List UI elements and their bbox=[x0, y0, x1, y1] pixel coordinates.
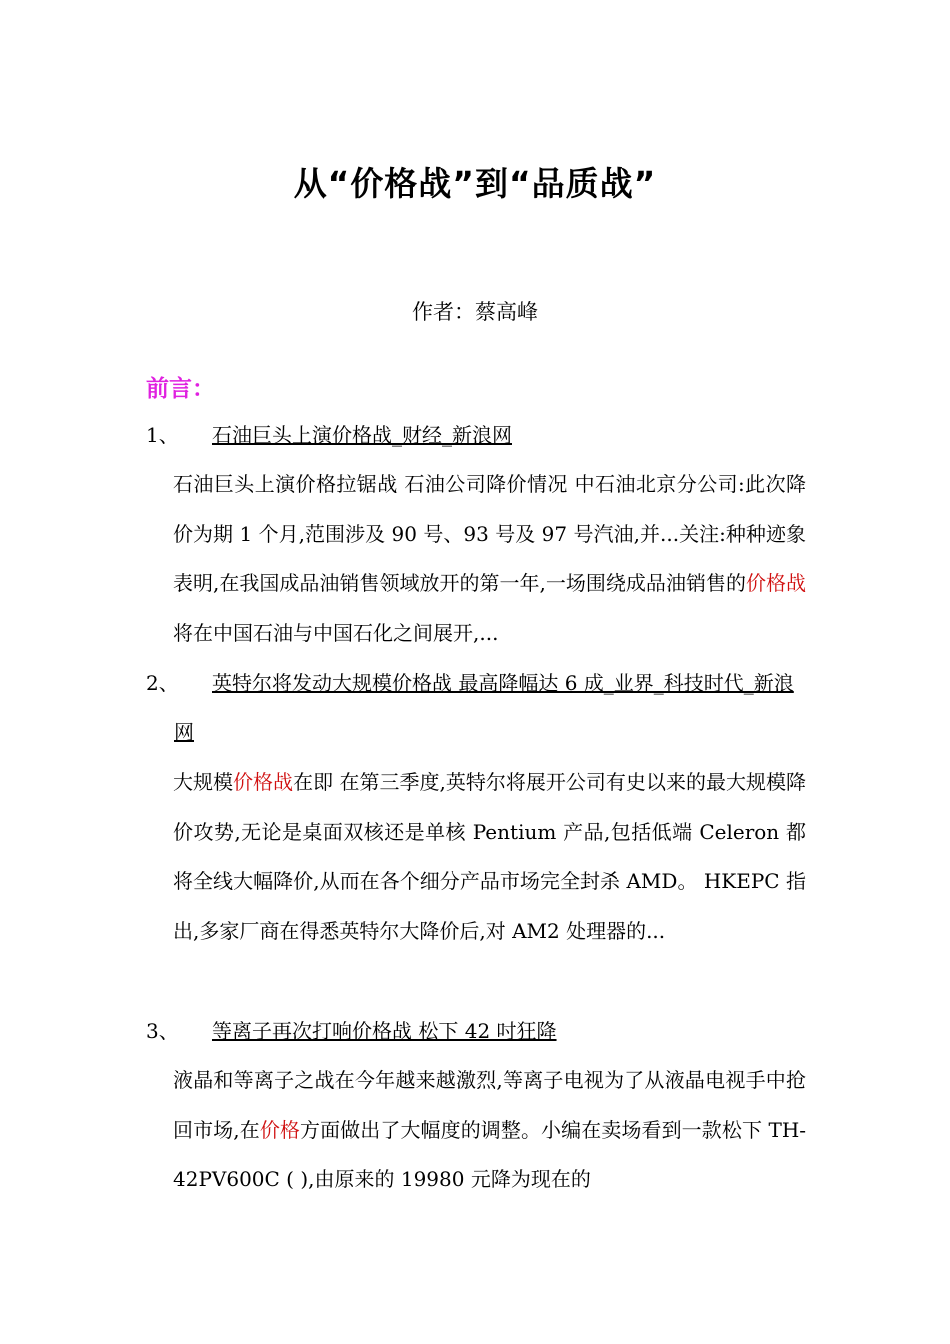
body-text-segment: 方面做出了大幅度的调整。小编在卖场看到一款松下 TH-42PV600C ( ),由原来的 19980 元降为现在的 bbox=[173, 1117, 807, 1191]
list-item-3-body bbox=[173, 1056, 806, 1205]
list-item-2-link[interactable]: 英特尔将发动大规模价格战 最高降幅达 6 成_业界_科技时代_新浪网 bbox=[174, 671, 794, 744]
body-text-segment: 在即 在第三季度,英特尔将展开公司有史以来的最大规模降价攻势,无论是桌面双核还是单核 Pentium 产品,包括低端 Celeron 都将全线大幅降价,从而在各个细分产品市场完全封杀 AMD。 HKEPC 指出,多家厂商在得悉英特尔大降价后,对 AM2 处理器的... bbox=[173, 770, 807, 943]
highlight-keyword: 价格战 bbox=[745, 571, 807, 595]
list-item-number: 3、 bbox=[146, 1019, 179, 1043]
highlight-keyword: 价格 bbox=[259, 1117, 300, 1142]
document-title: 从“价格战”到“品质战” bbox=[293, 164, 657, 203]
body-text-segment: 将在中国石油与中国石化之间展开,... bbox=[173, 620, 499, 645]
list-item-1-heading bbox=[146, 411, 806, 460]
highlight-keyword: 价格战 bbox=[233, 770, 294, 794]
list-item-2-body bbox=[173, 758, 806, 956]
list-item-number: 1、 bbox=[146, 423, 179, 447]
list-item-2-heading bbox=[146, 659, 806, 757]
list-item-1-body bbox=[173, 460, 806, 658]
body-text-segment: 石油巨头上演价格拉锯战 石油公司降价情况 中石油北京分公司:此次降价为期 1 个月,范围涉及 90 号、93 号及 97 号汽油,并...关注:种种迹象表明,在我国成品油销售领域放开的第一年,一场围绕成品油销售的 bbox=[173, 472, 806, 595]
document-author: 作者：蔡高峰 bbox=[412, 300, 538, 324]
list-item-number: 2、 bbox=[146, 671, 179, 695]
body-text-segment: 液晶和等离子之战在今年越来越激烈,等离子电视为了从液晶电视手中抢回市场,在 bbox=[173, 1068, 806, 1142]
preface-heading: 前言： bbox=[146, 376, 215, 402]
body-text-segment: 大规模 bbox=[173, 770, 234, 794]
list-item-3-link[interactable]: 等离子再次打响价格战 松下 42 吋狂降 bbox=[212, 1019, 557, 1043]
list-item-1-link[interactable]: 石油巨头上演价格战_财经_新浪网 bbox=[212, 423, 512, 447]
list-item-3-heading bbox=[146, 1007, 806, 1056]
